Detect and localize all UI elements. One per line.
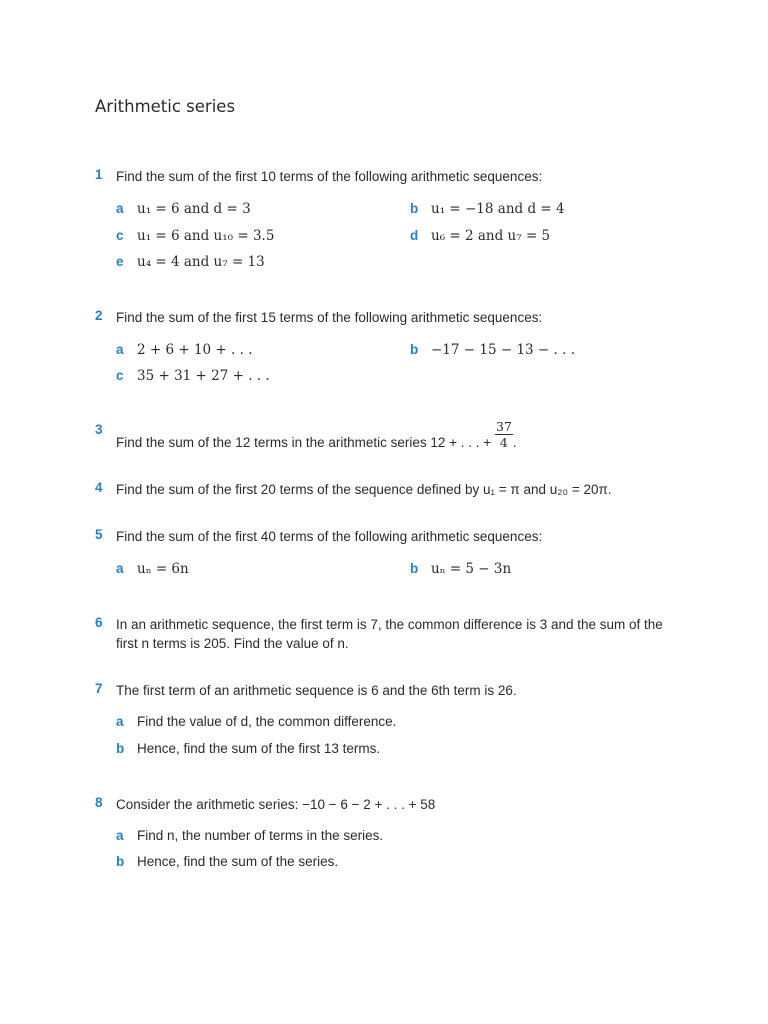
part-text: u₁ = 6 and u₁₀ = 3.5 — [137, 228, 275, 244]
part-text: Hence, find the sum of the series. — [137, 854, 339, 869]
part-label: a — [116, 342, 124, 357]
part-text: Find n, the number of terms in the series. — [137, 828, 384, 843]
question-stem: Find the sum of the first 40 terms of the following arithmetic sequences: — [116, 529, 543, 544]
stem-end: . — [512, 435, 517, 451]
question-number: 4 — [95, 480, 103, 495]
part-text: −17 − 15 − 13 − . . . — [431, 342, 575, 358]
part-label: b — [410, 201, 419, 216]
part-label: d — [410, 228, 419, 243]
question-number: 1 — [95, 167, 103, 182]
part-text: 35 + 31 + 27 + . . . — [137, 368, 270, 384]
part-text: Hence, find the sum of the first 13 terms. — [137, 741, 381, 756]
part-text: Find the value of d, the common difference. — [137, 714, 397, 729]
question-stem: Find the sum of the first 20 terms of the sequence defined by u₁ = π and u₂₀ = 20π. — [116, 482, 612, 497]
part-label: a — [116, 201, 124, 216]
part-text: uₙ = 6n — [137, 561, 189, 577]
part-label: c — [116, 368, 124, 383]
part-label: b — [410, 342, 419, 357]
question-number: 2 — [95, 308, 103, 323]
part-text: u₁ = 6 and d = 3 — [137, 201, 251, 217]
question-stem: The first term of an arithmetic sequence is 6 and the 6th term is 26. — [116, 683, 517, 698]
part-text: u₄ = 4 and u₇ = 13 — [137, 254, 265, 270]
question-number: 5 — [95, 527, 103, 542]
part-label: e — [116, 254, 124, 269]
page-title: Arithmetic series — [95, 97, 236, 116]
part-label: a — [116, 561, 124, 576]
fraction-numerator: 37 — [495, 419, 512, 434]
part-label: a — [116, 714, 124, 729]
question-stem — [116, 419, 686, 450]
part-text: u₆ = 2 and u₇ = 5 — [431, 228, 551, 244]
question-number: 7 — [95, 681, 103, 696]
question-stem: Find the sum of the first 10 terms of the following arithmetic sequences: — [116, 169, 543, 184]
question-stem: In an arithmetic sequence, the first term is 7, the common difference is 3 and the sum of the first n terms is 205. Find the value of n. — [116, 617, 663, 651]
question-stem: Find the sum of the first 15 terms of the following arithmetic sequences: — [116, 310, 543, 325]
question-number: 3 — [95, 422, 103, 437]
part-label: c — [116, 228, 124, 243]
part-text: uₙ = 5 − 3n — [431, 561, 512, 577]
part-label: b — [410, 561, 419, 576]
part-label: a — [116, 828, 124, 843]
fraction-denominator: 4 — [499, 435, 508, 450]
question-number: 8 — [95, 795, 103, 810]
part-label: b — [116, 741, 125, 756]
question-stem: Consider the arithmetic series: −10 − 6 − 2 + . . . + 58 — [116, 797, 436, 812]
question-stem-text: Find the sum of the 12 terms in the arithmetic series 12 + . . . + — [116, 435, 492, 451]
part-label: b — [116, 854, 125, 869]
part-text: u₁ = −18 and d = 4 — [431, 201, 565, 217]
part-text: 2 + 6 + 10 + . . . — [137, 342, 253, 358]
question-number: 6 — [95, 615, 103, 630]
fraction — [495, 419, 513, 450]
